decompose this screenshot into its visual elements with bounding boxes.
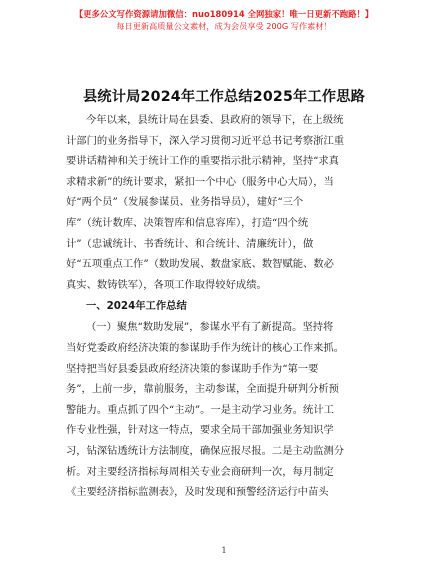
intro-line: 求精求新”的统计要求，紧扣一个中心（服务中心大局），当	[66, 175, 334, 188]
section1-line: 当好党委政府经济决策的参谋助手作为统计的核心工作来抓。	[66, 341, 345, 354]
section1-paragraph	[66, 317, 380, 502]
document-body	[66, 110, 380, 503]
section1-line: 《主要经济指标监测表》，及时发现和预警经济运行中苗头	[66, 486, 329, 499]
intro-line: 计部门的业务指导下，深入学习贯彻习近平总书记考察浙江重	[66, 134, 345, 147]
intro-line: 好“五项重点工作”（数助发展、数盘家底、数智赋能、数必	[66, 258, 334, 271]
intro-line: 真实、数铸铁军），各项工作取得较好成绩。	[66, 278, 267, 291]
section-heading: 一、2024年工作总结	[86, 300, 187, 313]
intro-line: 要讲话精神和关于统计工作的重要指示批示精神，坚持“求真	[66, 155, 339, 168]
promo-banner-line2: 每日更新高质量公文素材，成为会员享受 200G 写作素材！	[116, 21, 332, 31]
section1-line: 坚持把当好县委县政府经济决策的参谋助手作为“第一要	[66, 362, 319, 375]
section1-line: 习，钻深钻透统计方法制度，确保应报尽报。二是主动监测分	[66, 444, 345, 457]
intro-line: 计”（忠诚统计、书香统计、和合统计、清廉统计），做	[66, 237, 314, 250]
page-number: 1	[221, 546, 227, 555]
intro-line: 好“两个员”（发展参谋员、业务指导员），建好“三个	[66, 196, 304, 209]
section1-line: （一）聚焦“数助发展”，参谋水平有了新提高。坚持将	[86, 321, 334, 334]
intro-line: 今年以来，县统计局在县委、县政府的领导下，在上级统	[86, 114, 344, 126]
section1-line: 警能力。重点抓了四个“主动”。一是主动学习业务。统计工	[66, 403, 334, 416]
section1-line: 务”，上前一步，靠前服务，主动参谋，全面提升研判分析预	[66, 383, 339, 396]
promo-banner	[0, 8, 448, 32]
section1-line: 作专业性强，针对这一特点，要求全局干部加强业务知识学	[66, 424, 334, 437]
intro-paragraph	[66, 110, 380, 295]
section1-line: 析。对主要经济指标每周相关专业会商研判一次，每月制定	[66, 465, 334, 478]
intro-line: 库”（统计数库、决策智库和信息容库），打造“四个统	[66, 216, 309, 229]
document-title: 县统计局2024年工作总结2025年工作思路	[83, 89, 365, 105]
promo-banner-line1: 【更多公文写作资源请加微信：nuo180914 全网独家！唯一日更新不跑路！】	[74, 9, 374, 19]
